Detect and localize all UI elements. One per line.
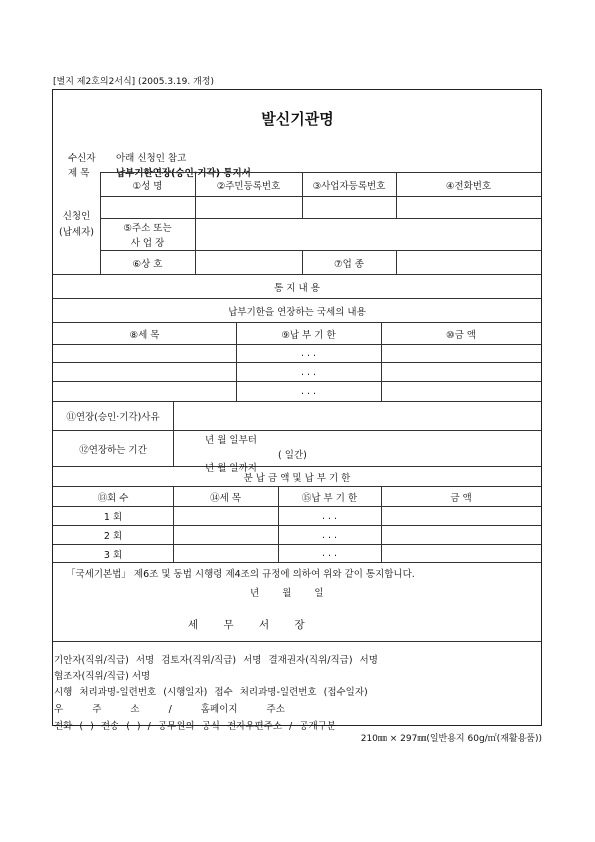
tax-section-title: 납부기한을 연장하는 국세의 내용 [228, 306, 366, 318]
notice-date: 년 월 일 [250, 588, 324, 599]
business-number-header: ③사업자등록번호 [312, 180, 386, 192]
installment-amount-header: 금 액 [450, 492, 472, 504]
due-date-cell: . . . [300, 348, 317, 359]
contact-line: 전화 ( ) 전송 ( ) / 공무원의 공식 전자우편주소 / 공개구분 [54, 721, 336, 732]
installment-due-cell: . . . [321, 529, 338, 541]
table-row: 3 회 [103, 549, 123, 561]
contact-row [53, 716, 541, 732]
period-end-row [173, 458, 373, 474]
applicant-label: 신청인 [62, 211, 91, 222]
due-date-cell: . . . [300, 366, 317, 378]
signer-name: 세 무 서 장 [188, 619, 305, 631]
enforcement-line: 시행 처리과명-일련번호 (시행일자) 접수 처리과명-일련번호 (접수일자) [54, 687, 368, 698]
tax-item-header: ⑧세 목 [129, 329, 160, 341]
address-label-sub: 사 업 장 [130, 237, 165, 249]
cooperator-line: 협조자(직위/직급) 서명 [54, 671, 151, 682]
paper-size-note: 210㎜ × 297㎜(일반용지 60g/㎡(재활용품)) [360, 734, 542, 744]
period-start: 년 월 일부터 [205, 435, 257, 446]
period-end: 년 월 일까지 [205, 463, 257, 474]
legal-notice-text: 「국세기본법」 제6조 및 동법 시행령 제4조의 규정에 의하여 위와 같이 통지합니다. [66, 569, 415, 580]
installment-tax-header: ⑭세 목 [210, 492, 241, 504]
trade-name-label: ⑥상 호 [132, 258, 163, 270]
notice-section-title: 통 지 내 용 [274, 282, 320, 294]
round-header: ⑬회 수 [97, 492, 129, 504]
installment-due-header: ⑮납 부 기 한 [301, 492, 358, 504]
name-header: ①성 명 [132, 180, 163, 192]
table-row: 1 회 [103, 512, 123, 523]
approval-line: 기안자(직위/직급) 서명 검토자(직위/직급) 서명 결재권자(직위/직급) 서명 [54, 655, 378, 666]
installment-section-title: 분 납 금 액 및 납 부 기 한 [243, 472, 351, 484]
period-label: ⑫연장하는 기간 [79, 444, 147, 456]
due-date-cell: . . . [300, 386, 317, 397]
phone-header: ④전화번호 [445, 180, 492, 192]
form-number: [별지 제2호의2서식] (2005.3.19. 개정) [53, 77, 214, 87]
table-row: 2 회 [103, 531, 123, 542]
resident-number-header: ②주민등록번호 [216, 180, 281, 192]
applicant-label-sub: (납세자) [59, 227, 94, 238]
due-date-header: ⑨납 부 기 한 [281, 329, 336, 341]
installment-due-cell: . . . [321, 548, 338, 559]
recipient-value: 아래 신청인 참고 [116, 153, 187, 164]
amount-header: ⑩금 액 [446, 329, 476, 341]
recipient-label: 수신자 [68, 153, 96, 164]
subject-label: 제 목 [68, 168, 90, 179]
address-line: 우 주 소 / 홈페이지 주소 [54, 704, 285, 715]
business-type-label: ⑦업 종 [334, 258, 364, 270]
subject-row [60, 164, 340, 179]
subject-value: 납부기한연장(승인·기각) 통지서 [116, 168, 251, 179]
installment-due-cell: . . . [321, 510, 338, 522]
address-label: ⑤주소 또는 [123, 222, 172, 234]
page-title: 발신기관명 [261, 110, 334, 128]
period-days: ( 일간) [278, 450, 307, 461]
reason-label: ⑪연장(승인·기각)사유 [66, 412, 160, 423]
